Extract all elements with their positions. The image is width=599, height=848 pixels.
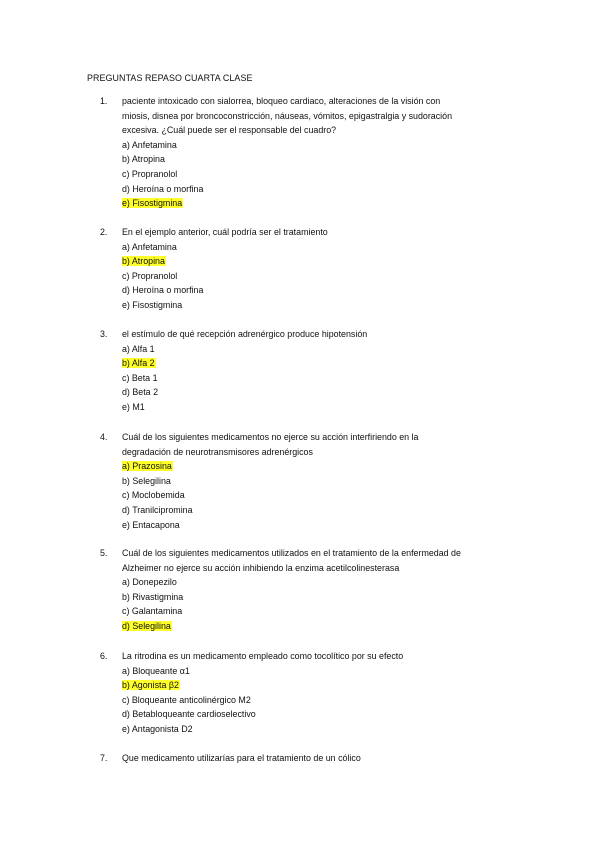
question-line bbox=[100, 546, 520, 561]
question-block bbox=[100, 327, 520, 415]
answer-text: d) Heroína o morfina bbox=[122, 183, 204, 194]
answer-option bbox=[100, 707, 520, 722]
answer-text: e) Fisostigmina bbox=[122, 299, 183, 310]
answer-text: e) Entacapona bbox=[122, 519, 180, 530]
answer-option bbox=[100, 604, 520, 619]
question-line bbox=[100, 751, 520, 766]
answer-text: e) Antagonista D2 bbox=[122, 723, 193, 734]
answer-text: a) Bloqueante α1 bbox=[122, 665, 190, 676]
question-number: 3. bbox=[100, 329, 108, 339]
question-block bbox=[100, 546, 520, 634]
answer-text: b) Atropina bbox=[122, 154, 165, 165]
question-line bbox=[100, 94, 520, 109]
question-block bbox=[100, 94, 520, 211]
highlighted-answer: b) Agonista β2 bbox=[122, 680, 179, 691]
answer-option bbox=[100, 196, 520, 211]
question-line bbox=[100, 445, 520, 460]
question-number: 7. bbox=[100, 753, 108, 763]
highlighted-answer: d) Selegilina bbox=[122, 620, 171, 631]
answer-option bbox=[100, 474, 520, 489]
document-title: PREGUNTAS REPASO CUARTA CLASE bbox=[87, 73, 253, 83]
answer-option bbox=[100, 182, 520, 197]
answer-option bbox=[100, 488, 520, 503]
question-line bbox=[100, 225, 520, 240]
answer-option bbox=[100, 619, 520, 634]
answer-text: e) M1 bbox=[122, 401, 145, 412]
highlighted-answer: b) Alfa 2 bbox=[122, 358, 155, 369]
answer-option bbox=[100, 254, 520, 269]
question-text: Que medicamento utilizarías para el tratamiento de un cólico bbox=[122, 753, 361, 763]
question-text: Cuál de los siguientes medicamentos utilizados en el tratamiento de la enfermedad de bbox=[122, 548, 461, 558]
answer-option bbox=[100, 503, 520, 518]
question-text: Alzheimer no ejerce su acción inhibiendo la enzima acetilcolinesterasa bbox=[122, 562, 400, 573]
answer-option bbox=[100, 342, 520, 357]
answer-option bbox=[100, 152, 520, 167]
question-line bbox=[100, 123, 520, 138]
answer-option bbox=[100, 722, 520, 737]
answer-text: b) Selegilina bbox=[122, 475, 171, 486]
question-text: el estímulo de qué recepción adrenérgico produce hipotensión bbox=[122, 329, 368, 339]
question-number: 2. bbox=[100, 227, 108, 237]
highlighted-answer: e) Fisostigmina bbox=[122, 198, 183, 209]
answer-option bbox=[100, 664, 520, 679]
answer-option bbox=[100, 385, 520, 400]
answer-option bbox=[100, 518, 520, 533]
answer-text: c) Propranolol bbox=[122, 270, 178, 281]
question-text: Cuál de los siguientes medicamentos no ejerce su acción interfiriendo en la bbox=[122, 432, 419, 442]
answer-option bbox=[100, 240, 520, 255]
question-number: 1. bbox=[100, 96, 108, 106]
answer-option bbox=[100, 283, 520, 298]
answer-text: d) Heroína o morfina bbox=[122, 285, 204, 296]
answer-option bbox=[100, 575, 520, 590]
answer-option bbox=[100, 590, 520, 605]
answer-option bbox=[100, 400, 520, 415]
answer-option bbox=[100, 693, 520, 708]
question-text: En el ejemplo anterior, cuál podría ser el tratamiento bbox=[122, 227, 328, 237]
question-line bbox=[100, 327, 520, 342]
question-line bbox=[100, 561, 520, 576]
answer-option bbox=[100, 459, 520, 474]
question-block bbox=[100, 225, 520, 313]
answer-text: d) Tranilcipromina bbox=[122, 504, 193, 515]
question-block bbox=[100, 430, 520, 532]
answer-option bbox=[100, 371, 520, 386]
answer-text: a) Anfetamina bbox=[122, 241, 177, 252]
answer-option bbox=[100, 138, 520, 153]
answer-text: c) Bloqueante anticolinérgico M2 bbox=[122, 694, 251, 705]
answer-text: c) Beta 1 bbox=[122, 372, 158, 383]
answer-text: a) Anfetamina bbox=[122, 139, 177, 150]
answer-text: d) Beta 2 bbox=[122, 387, 159, 398]
answer-option bbox=[100, 167, 520, 182]
question-line bbox=[100, 109, 520, 124]
question-text: La ritrodina es un medicamento empleado como tocolítico por su efecto bbox=[122, 651, 404, 661]
answer-text: b) Rivastigmina bbox=[122, 591, 184, 602]
answer-text: a) Alfa 1 bbox=[122, 343, 155, 354]
question-number: 4. bbox=[100, 432, 108, 442]
highlighted-answer: a) Prazosina bbox=[122, 461, 172, 472]
answer-text: a) Donepezilo bbox=[122, 577, 177, 588]
question-text: miosis, disnea por broncoconstricción, náuseas, vómitos, epigastralgia y sudoración bbox=[122, 110, 453, 121]
question-text: paciente intoxicado con sialorrea, bloqueo cardiaco, alteraciones de la visión con bbox=[122, 96, 441, 106]
answer-text: c) Propranolol bbox=[122, 168, 178, 179]
answer-option bbox=[100, 678, 520, 693]
answer-option bbox=[100, 269, 520, 284]
answer-option bbox=[100, 356, 520, 371]
question-block bbox=[100, 751, 520, 766]
question-text: degradación de neurotransmisores adrenérgicos bbox=[122, 446, 313, 457]
question-number: 5. bbox=[100, 548, 108, 558]
answer-text: c) Moclobemida bbox=[122, 490, 185, 501]
question-block bbox=[100, 649, 520, 737]
answer-text: d) Betabloqueante cardioselectivo bbox=[122, 709, 256, 720]
answer-option bbox=[100, 298, 520, 313]
highlighted-answer: b) Atropina bbox=[122, 256, 165, 267]
answer-text: c) Galantamina bbox=[122, 606, 183, 617]
question-line bbox=[100, 649, 520, 664]
question-number: 6. bbox=[100, 651, 108, 661]
question-text: excesiva. ¿Cuál puede ser el responsable del cuadro? bbox=[122, 125, 337, 136]
question-line bbox=[100, 430, 520, 445]
